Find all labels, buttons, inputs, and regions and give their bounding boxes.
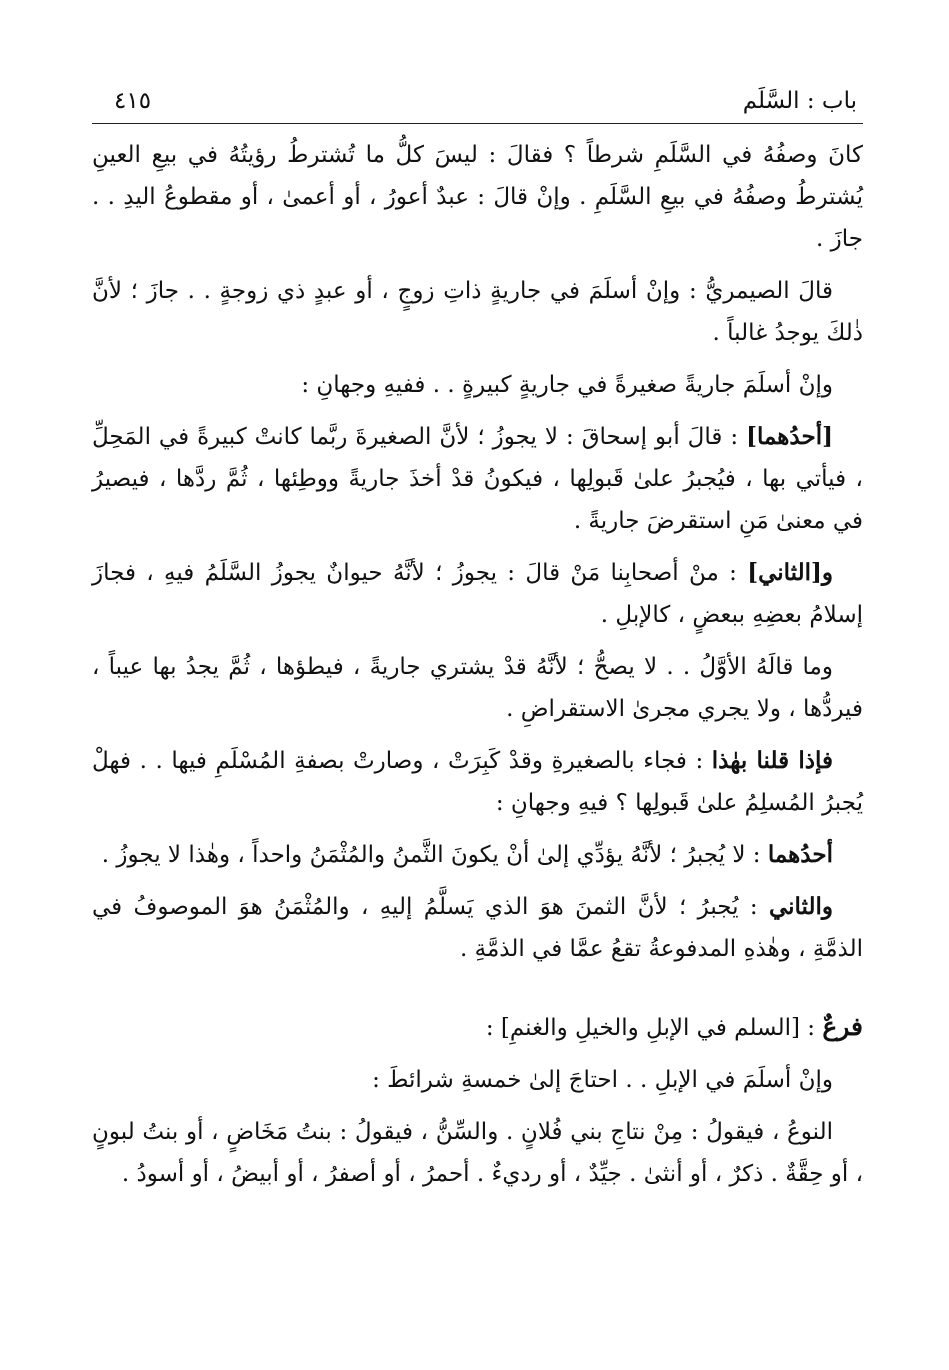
paragraph-text: : قالَ أبو إسحاقَ : لا يجوزُ ؛ لأنَّ الصغيرةَ ربَّما كانتْ كبيرةً في المَحِلِّ ، فيأتي بها ، فيُجبرُ علىٰ قَبولِها ، فيكونُ قدْ أخذَ جاريةً ووطِئها ، ثُمَّ ردَّها ، فيصيرُ في معنىٰ مَنِ استقرضَ جاريةً .: [92, 424, 863, 534]
running-head: باب : السَّلَم: [742, 88, 857, 114]
paragraph-text: : لا يُجبرُ ؛ لأنَّهُ يؤدِّي إلىٰ أنْ يكونَ الثَّمنُ والمُثْمَنُ واحداً ، وهٰذا لا يجوزُ .: [101, 842, 768, 868]
paragraph-lead: و[الثاني]: [747, 559, 833, 586]
page-number: ٤١٥: [114, 88, 152, 114]
paragraph-text: : فجاء بالصغيرةِ وقدْ كَبِرَتْ ، وصارتْ بصفةِ المُسْلَمِ فيها . . فهلْ يُجبرُ المُسلِمُ علىٰ قَبولِها ؟ فيهِ وجهانِ :: [92, 748, 863, 816]
paragraph-text: النوعُ ، فيقولُ : مِنْ نتاجِ بني فُلانٍ . والسِّنُّ ، فيقولُ : بنتُ مَخَاضٍ ، أو بنتُ لبونٍ ، أو حِقَّةٌ . ذكرٌ ، أو أنثىٰ . جيِّدٌ ، أو رديءٌ . أحمرُ ، أو أصفرُ ، أو أبيضُ ، أو أسودُ .: [92, 1119, 863, 1187]
paragraph: [92, 552, 863, 636]
page-body: [92, 134, 863, 1205]
paragraph-text: قالَ الصيمريُّ : وإنْ أسلَمَ في جاريةٍ ذاتِ زوجٍ ، أو عبدٍ ذي زوجةٍ . . جازَ ؛ لأنَّ ذٰلكَ يوجدُ غالباً .: [92, 278, 863, 346]
paragraph: [92, 416, 863, 542]
paragraph-lead: فإذا قلنا بهٰذا: [711, 747, 833, 774]
paragraph: [92, 646, 863, 730]
far-heading-word: فرعٌ: [822, 1012, 863, 1041]
section-subtitle: : [السلم في الإبلِ والخيلِ والغنمِ] :: [485, 1015, 823, 1041]
paragraph-lead: [أحدُهما]: [746, 423, 833, 450]
paragraph: [92, 1111, 863, 1195]
paragraph: [92, 270, 863, 354]
paragraph: [92, 740, 863, 824]
paragraph-text: وما قالَهُ الأوَّلُ . . لا يصحُّ ؛ لأنَّهُ قدْ يشتري جاريةً ، فيطؤها ، ثُمَّ يجدُ بها عيباً ، فيردُّها ، ولا يجري مجرىٰ الاستقراضِ .: [92, 654, 863, 722]
paragraph-text: وإنْ أسلَمَ جاريةً صغيرةً في جاريةٍ كبيرةٍ . . ففيهِ وجهانِ :: [301, 372, 833, 398]
paragraph-text: : يُجبرُ ؛ لأنَّ الثمنَ هوَ الذي يَسلَّمُ إليهِ ، والمُثْمَنُ هوَ الموصوفُ في الذمَّةِ ، وهٰذهِ المدفوعةُ تقعُ عمَّا في الذمَّةِ .: [92, 894, 863, 962]
page-header: [92, 86, 857, 120]
paragraph: [92, 834, 863, 876]
paragraph: [92, 364, 863, 406]
header-rule: [92, 123, 863, 124]
paragraph: [92, 134, 863, 260]
paragraph-lead: أحدُهما: [767, 841, 833, 868]
paragraph-text: كانَ وصفُهُ في السَّلَمِ شرطاً ؟ فقالَ : ليسَ كلُّ ما تُشترطُ رؤيتُهُ في بيعِ العينِ يُشترطُ وصفُهُ في بيعِ السَّلَمِ . وإنْ قالَ : عبدٌ أعورُ ، أو أعمىٰ ، أو مقطوعُ اليدِ . . جازَ .: [92, 142, 863, 252]
paragraph-lead: والثاني: [768, 893, 833, 920]
paragraph: [92, 1059, 863, 1101]
paragraph: [92, 886, 863, 970]
section-heading: [92, 1006, 863, 1049]
paragraph-text: : منْ أصحابِنا مَنْ قالَ : يجوزُ ؛ لأنَّهُ حيوانٌ يجوزُ السَّلَمُ فيهِ ، فجازَ إسلامُ بعضِهِ ببعضٍ ، كالإبلِ .: [92, 560, 863, 628]
section-gap: [92, 980, 863, 1006]
paragraph-text: وإنْ أسلَمَ في الإبلِ . . احتاجَ إلىٰ خمسةِ شرائطَ :: [372, 1067, 833, 1093]
